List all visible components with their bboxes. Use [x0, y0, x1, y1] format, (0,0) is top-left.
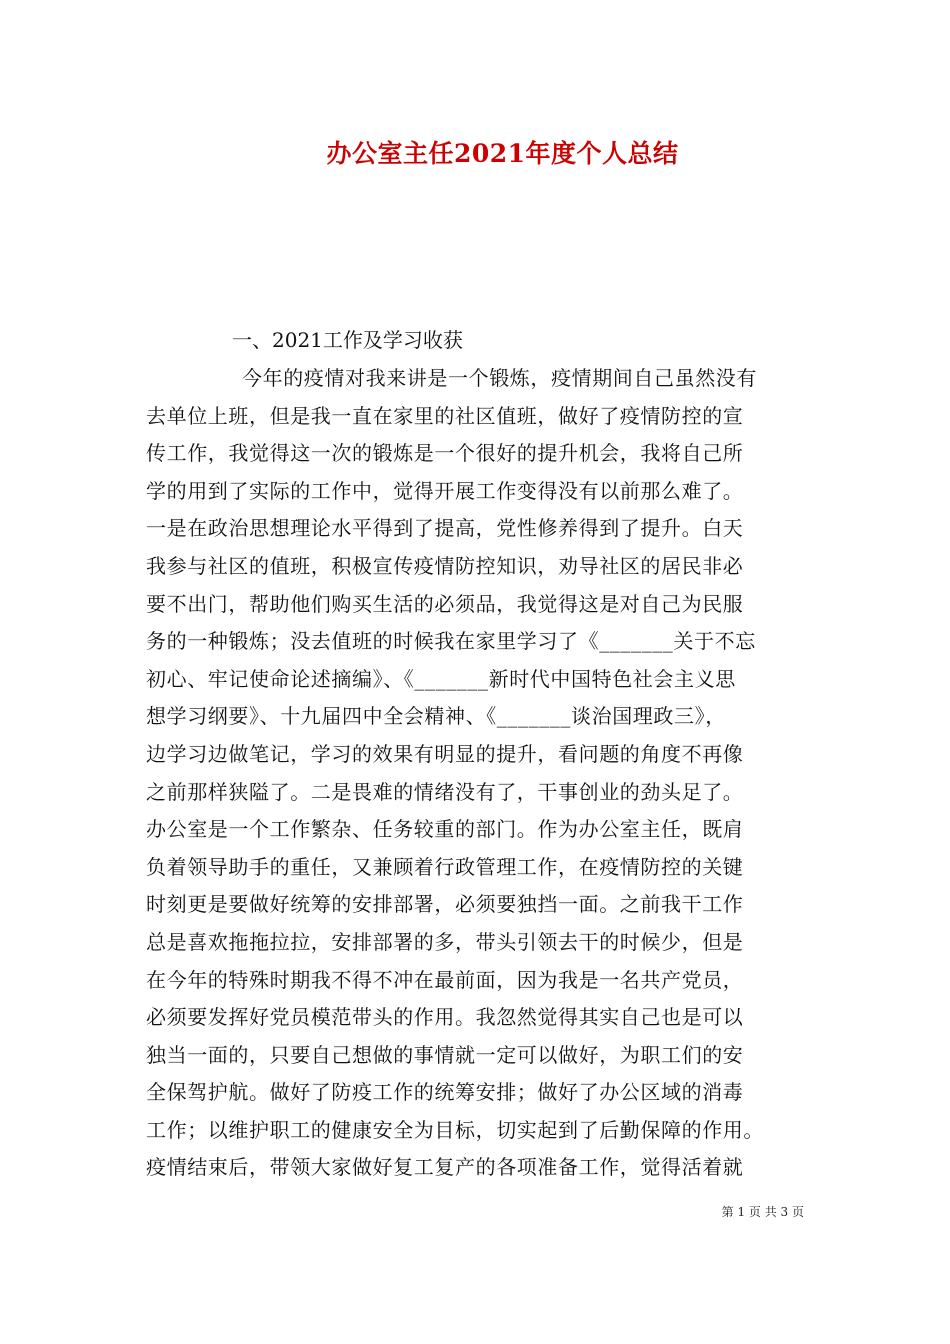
paragraph-line: 全保驾护航。做好了防疫工作的统筹安排；做好了办公区域的消毒	[146, 1080, 744, 1105]
page-indicator: 第 1 页 共 3 页	[721, 1205, 804, 1219]
paragraph-line: 负着领导助手的重任，又兼顾着行政管理工作，在疫情防控的关键	[146, 854, 744, 879]
paragraph-line: 今年的疫情对我来讲是一个锻炼，疫情期间自己虽然没有	[242, 366, 757, 390]
paragraph-line: 时刻更是要做好统筹的安排部署，必须要独挡一面。之前我干工作	[146, 892, 744, 917]
paragraph-line: 在今年的特殊时期我不得不冲在最前面，因为我是一名共产党员，	[146, 967, 744, 992]
paragraph-line: 独当一面的，只要自己想做的事情就一定可以做好，为职工们的安	[146, 1042, 744, 1067]
paragraph-line: 办公室是一个工作繁杂、任务较重的部门。作为办公室主任，既肩	[146, 817, 744, 842]
paragraph-line: 必须要发挥好党员模范带头的作用。我忽然觉得其实自己也是可以	[146, 1005, 744, 1030]
paragraph-line: 初心、牢记使命论述摘编》、《_______新时代中国特色社会主义思	[146, 666, 736, 691]
paragraph-line: 边学习边做笔记，学习的效果有明显的提升，看问题的角度不再像	[146, 741, 744, 766]
paragraph-line: 务的一种锻炼；没去值班的时候我在家里学习了《_______关于不忘	[146, 629, 756, 654]
paragraph-line: 要不出门，帮助他们购买生活的必须品，我觉得这是对自己为民服	[146, 591, 744, 616]
paragraph-line: 工作；以维护职工的健康安全为目标，切实起到了后勤保障的作用。	[146, 1117, 764, 1142]
paragraph-line: 传工作，我觉得这一次的锻炼是一个很好的提升机会，我将自己所	[146, 441, 744, 466]
body-text	[146, 360, 826, 1187]
paragraph-line: 想学习纲要》、十九届四中全会精神、《_______谈治国理政三》，	[146, 704, 726, 729]
paragraph-line: 去单位上班，但是我一直在家里的社区值班，做好了疫情防控的宣	[146, 403, 744, 428]
paragraph-line: 之前那样狭隘了。二是畏难的情绪没有了，干事创业的劲头足了。	[146, 779, 744, 804]
section-heading: 一、2021工作及学习收获	[232, 328, 463, 352]
paragraph-line: 学的用到了实际的工作中，觉得开展工作变得没有以前那么难了。	[146, 478, 744, 503]
paragraph-line: 总是喜欢拖拖拉拉，安排部署的多，带头引领去干的时候少，但是	[146, 929, 744, 954]
document-title: 办公室主任2021年度个人总结	[326, 139, 679, 168]
paragraph-line: 疫情结束后，带领大家做好复工复产的各项准备工作，觉得活着就	[146, 1155, 744, 1180]
paragraph-line: 一是在政治思想理论水平得到了提高，党性修养得到了提升。白天	[146, 516, 744, 541]
paragraph-line: 我参与社区的值班，积极宣传疫情防控知识，劝导社区的居民非必	[146, 553, 744, 578]
